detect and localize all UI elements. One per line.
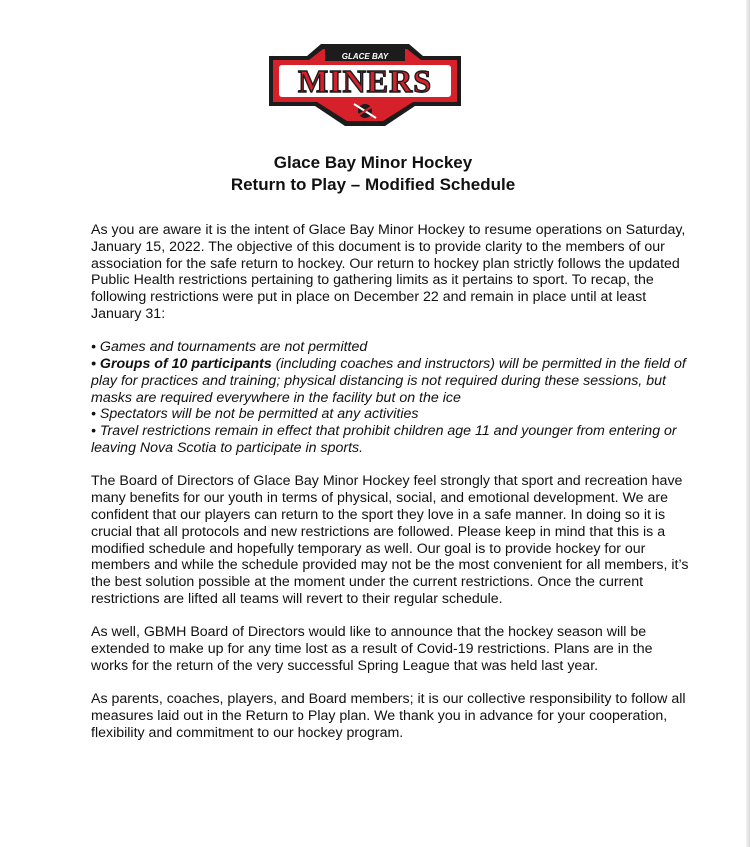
logo-top-text: GLACE BAY: [341, 52, 389, 61]
board-paragraph: The Board of Directors of Glace Bay Minor Hockey feel strongly that sport and recreation have many benefits for our youth in terms of physical, social, and emotional development. We are confident that our players can return to the sport they love in a safe manner. In doing so it is crucial that all protocols and new restrictions are followed. Please keep in mind that this is a modified schedule and hopefully temporary as well. Our goal is to provide hockey for our members and while the schedule provided may not be the most convenient for all members, it’s the best solution possible at the moment under the current restrictions. Once the current restrictions are lifted all teams will revert to their regular schedule.: [91, 473, 689, 607]
list-item: [91, 339, 691, 356]
page-edge-shadow: [746, 0, 750, 847]
restrictions-list: [91, 339, 691, 457]
bullet-text: Spectators will be not be permitted at any activities: [99, 406, 419, 423]
season-paragraph: As well, GBMH Board of Directors would like to announce that the hockey season will be extended to make up for any time lost as a result of Covid-19 restrictions. Plans are in the works for the return of the very successful Spring League that was held last year.: [91, 624, 653, 674]
list-item: [91, 406, 691, 423]
page-title: [0, 152, 746, 196]
bullet-marker: •: [91, 339, 96, 356]
bullet-marker: •: [91, 356, 96, 373]
document-body: [91, 222, 691, 742]
title-line-1: Glace Bay Minor Hockey: [273, 153, 473, 172]
bullet-marker: •: [91, 423, 96, 440]
bullet-bold-text: Groups of 10 participants: [99, 356, 272, 373]
bullet-marker: •: [91, 406, 96, 423]
logo-main-text: MINERS: [297, 63, 433, 99]
bullet-text: (including coaches and instructors) will be permitted in the field of play for practices and training; physical distancing is not required during these sessions, but masks are required everywhere in the facility but on the ice: [91, 356, 686, 406]
list-item: [91, 423, 691, 457]
bullet-text: Games and tournaments are not permitted: [99, 339, 368, 356]
miners-logo-graphic: [265, 40, 465, 130]
bullet-text: Travel restrictions remain in effect that prohibit children age 11 and younger from entering or leaving Nova Scotia to participate in sports.: [91, 423, 677, 457]
closing-paragraph: As parents, coaches, players, and Board members; it is our collective responsibility to follow all measures laid out in the Return to Play plan. We thank you in advance for your cooperation, flexibility and commitment to our hockey program.: [91, 691, 686, 741]
title-line-2: Return to Play – Modified Schedule: [230, 175, 516, 194]
list-item: [91, 356, 691, 406]
miners-logo: [265, 40, 465, 130]
intro-paragraph: As you are aware it is the intent of Glace Bay Minor Hockey to resume operations on Saturday, January 15, 2022. The objective of this document is to provide clarity to the members of our association for the safe return to hockey. Our return to hockey plan strictly follows the updated Public Health restrictions pertaining to gathering limits as it pertains to sport. To recap, the following restrictions were put in place on December 22 and remain in place until at least January 31:: [91, 222, 686, 322]
